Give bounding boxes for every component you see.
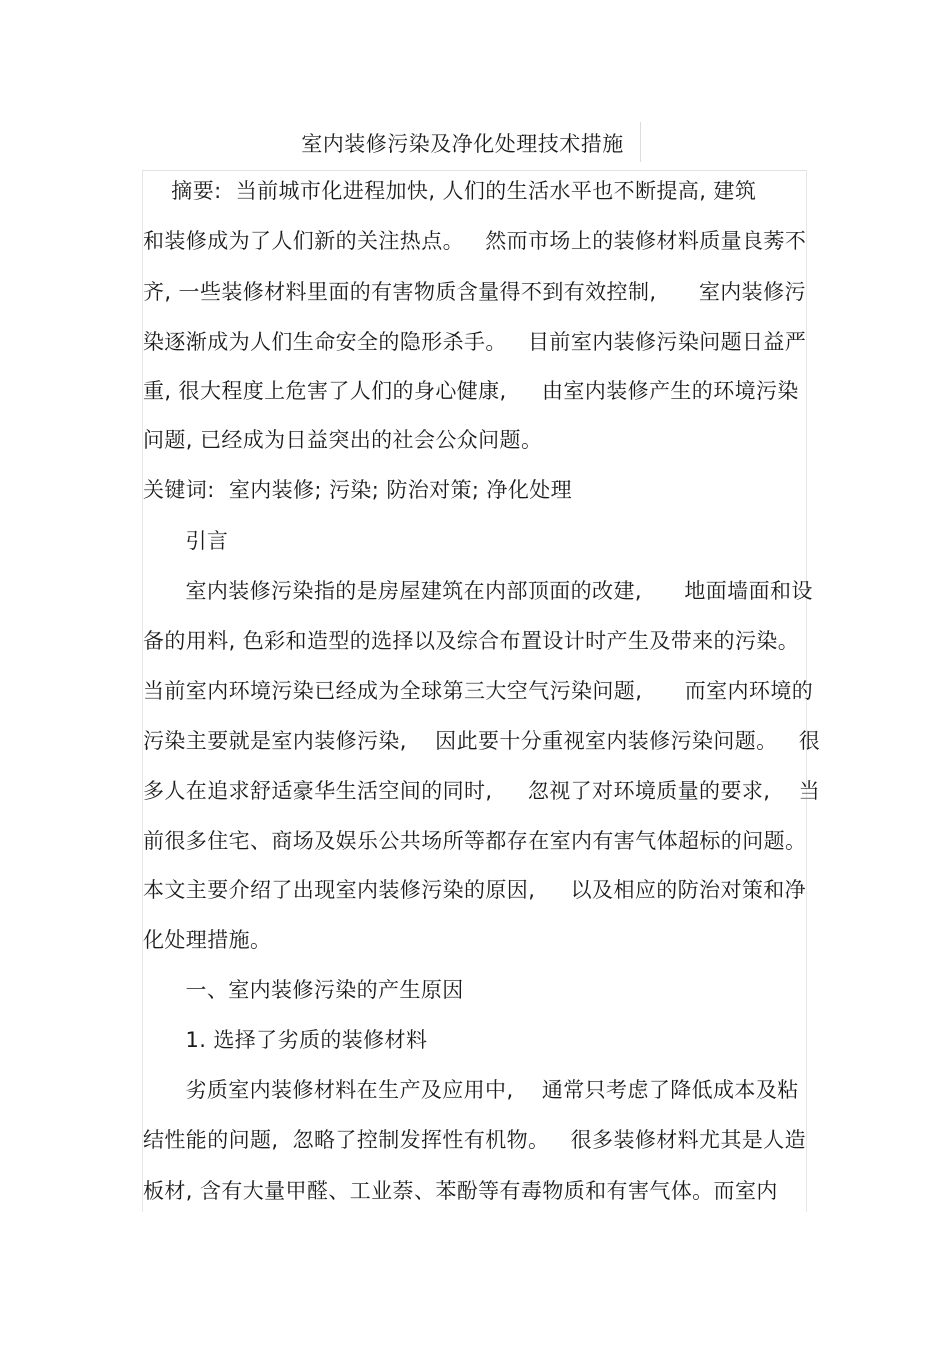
document-title: 室内装修污染及净化处理技术措施 [301,132,624,156]
abstract-line-3: 齐, 一些装修材料里面的有害物质含量得不到有效控制, 室内装修污 [143,280,806,304]
paragraph-line-2: 备的用料, 色彩和造型的选择以及综合布置设计时产生及带来的污染。 [143,629,800,653]
paragraph-line-7: 本文主要介绍了出现室内装修污染的原因, 以及相应的防治对策和净 [143,878,807,902]
abstract-line-6: 问题, 已经成为日益突出的社会公众问题。 [143,428,543,452]
paragraph-line-8: 化处理措施。 [143,928,272,952]
paragraph-line-6: 前很多住宅、商场及娱乐公共场所等都存在室内有害气体超标的问题。 [143,829,807,853]
section-paragraph-line-2: 结性能的问题, 忽略了控制发挥性有机物。 很多装修材料尤其是人造 [143,1128,807,1152]
heading-introduction: 引言 [143,529,229,553]
paragraph-line-1: 室内装修污染指的是房屋建筑在内部顶面的改建, 地面墙面和设 [143,579,813,603]
abstract-line-1: 摘要: 当前城市化进程加快, 人们的生活水平也不断提高, 建筑 [143,179,757,203]
frame-top-line [142,170,806,171]
abstract-line-5: 重, 很大程度上危害了人们的身心健康, 由室内装修产生的环境污染 [143,379,799,403]
keywords-line: 关键词: 室内装修; 污染; 防治对策; 净化处理 [143,478,573,502]
subsection-heading-1-1: 1. 选择了劣质的装修材料 [143,1028,428,1052]
paragraph-line-5: 多人在追求舒适豪华生活空间的同时, 忽视了对环境质量的要求, 当 [143,779,821,803]
paragraph-line-3: 当前室内环境污染已经成为全球第三大空气污染问题, 而室内环境的 [143,679,814,703]
abstract-line-2: 和装修成为了人们新的关注热点。 然而市场上的装修材料质量良莠不 [143,229,807,253]
section-paragraph-line-3: 板材, 含有大量甲醛、工业萘、苯酚等有毒物质和有害气体。而室内 [143,1179,778,1203]
paragraph-line-4: 污染主要就是室内装修污染, 因此要十分重视室内装修污染问题。 很 [143,729,821,753]
abstract-line-4: 染逐渐成为人们生命安全的隐形杀手。 目前室内装修污染问题日益严 [143,330,807,354]
section-heading-1: 一、室内装修污染的产生原因 [143,978,464,1002]
section-paragraph-line-1: 劣质室内装修材料在生产及应用中, 通常只考虑了降低成本及粘 [143,1078,799,1102]
